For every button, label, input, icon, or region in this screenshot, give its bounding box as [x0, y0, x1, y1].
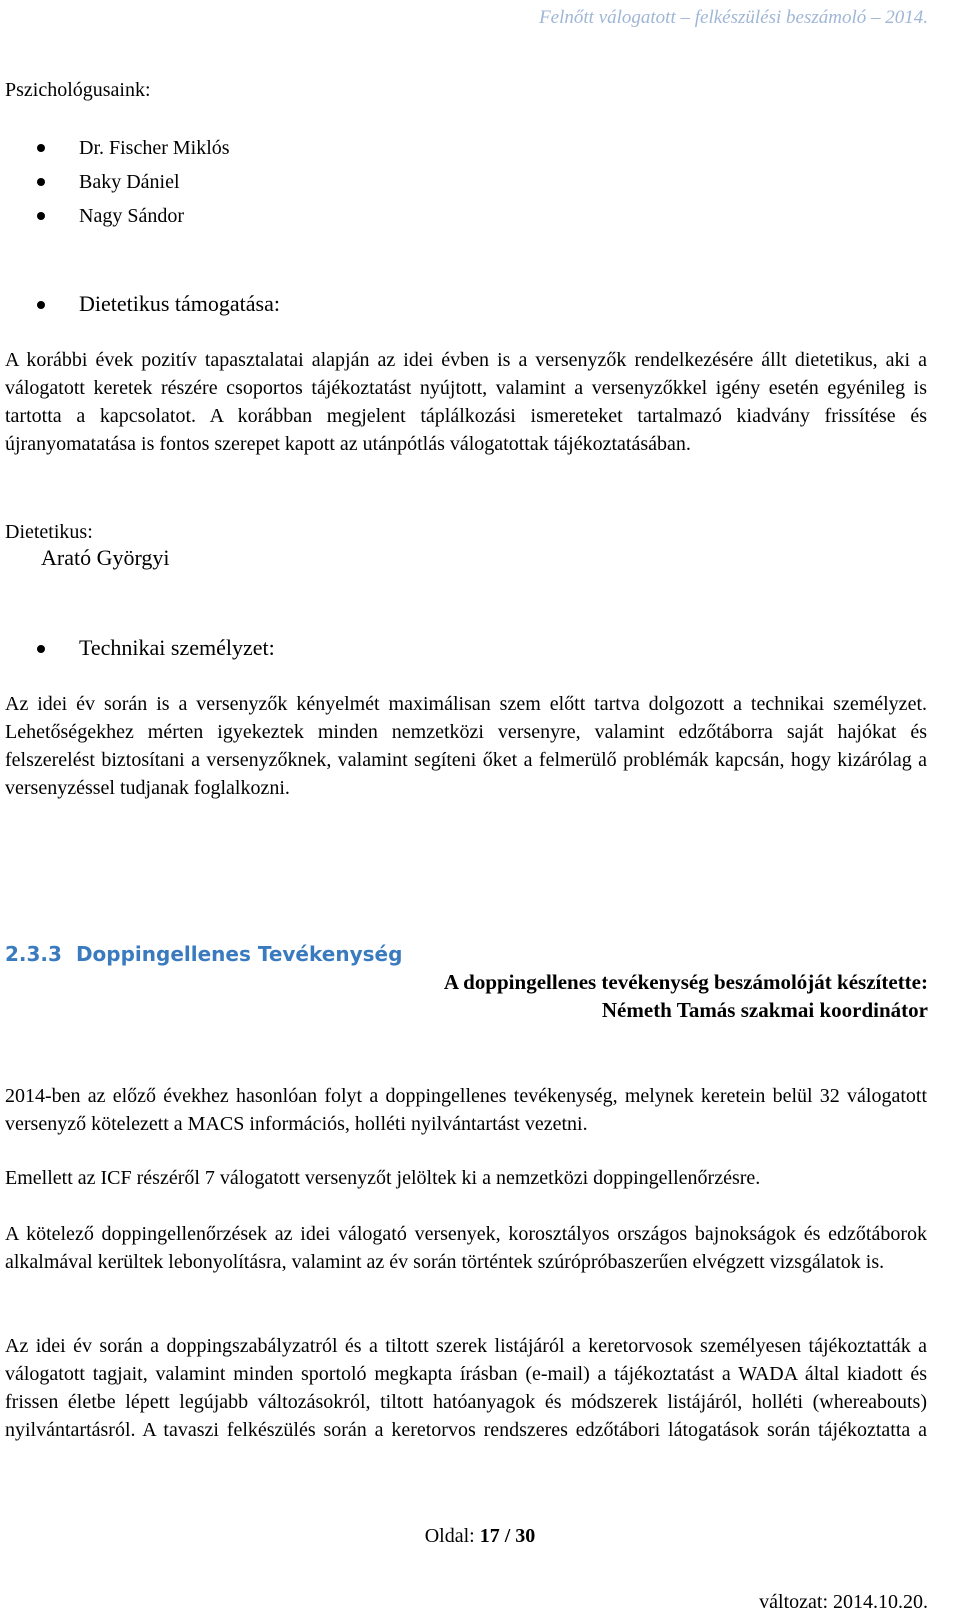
section-heading — [5, 940, 402, 968]
doping-paragraph-1: 2014-ben az előző évekhez hasonlóan folyt a doppingellenes tevékenység, melynek keretein belül 32 válogatott versenyző kötelezett a MACS információs, holléti nyilvántartást vezetni. — [5, 1085, 927, 1135]
section-number: 2.3.3 — [5, 942, 62, 966]
technical-paragraph: Az idei év során is a versenyzők kényelmét maximálisan szem előtt tartva dolgozott a technikai személyzet. Lehetőségekhez mérten igyekeztek minden nemzetközi versenyre, valamint edzőtáborra saját hajókat és felszerelést biztosítani a versenyzőknek, valamint segíteni őket a felmerülő problémák kapcsán, hogy kizárólag a versenyzéssel tudjanak foglalkozni. — [5, 693, 927, 799]
psychologist-name: Dr. Fischer Miklós — [79, 137, 230, 159]
dietetics-heading: Dietetikus támogatása: — [79, 291, 280, 316]
bullet-icon — [37, 178, 45, 186]
author-line-2: Németh Tamás szakmai koordinátor — [601, 998, 928, 1022]
bullet-icon — [37, 301, 45, 309]
doping-paragraph-4: Az idei év során a doppingszabályzatról és a tiltott szerek listájáról a keretorvosok személyesen tájékoztatták a válogatott tagjait, valamint minden sportoló megkapta írásban (e-mail) a tájékoztatást a WADA által kiadott és frissen életbe lépett legújabb változásokról, tiltott hatóanyagok és módszerek listájáról, holléti (whereabouts) nyilvántartásról. A tavaszi felkészülés során a keretorvos rendszeres edzőtábori látogatások során tájékoztatta a — [5, 1335, 927, 1441]
dietetics-paragraph: A korábbi évek pozitív tapasztalatai alapján az idei évben is a versenyzők rendelkezésére állt dietetikus, aki a válogatott keretek részére csoportos tájékoztatást nyújtott, valamint a versenyzőkkel igény esetén egyénileg is tartotta a kapcsolatot. A korábban megjelent táplálkozási ismereteket tartalmazó kiadvány frissítése és újranyomatatása is fontos szerepet kapott az utánpótlás válogatottak tájékoztatásában. — [5, 349, 927, 455]
section-title: Doppingellenes Tevékenység — [75, 942, 403, 966]
doping-paragraph-2: Emellett az ICF részéről 7 válogatott versenyzőt jelöltek ki a nemzetközi doppingellenőrzésre. — [5, 1167, 761, 1189]
psychologist-name: Baky Dániel — [79, 171, 180, 193]
doping-paragraph-3: A kötelező doppingellenőrzések az idei válogató versenyek, korosztályos országos bajnokságok és edzőtáborok alkalmával kerültek lebonyolításra, valamint az év során történtek szúrópróbaszerűen elvégzett vizsgálatok is. — [5, 1223, 927, 1273]
version-label: változat: 2014.10.20. — [759, 1591, 928, 1613]
page-count: 17 / 30 — [479, 1525, 536, 1547]
psychologist-name: Nagy Sándor — [79, 205, 184, 227]
page-label: Oldal: — [424, 1525, 480, 1547]
bullet-icon — [37, 212, 45, 220]
dietetician-label: Dietetikus: — [5, 521, 93, 543]
dietetician-name: Arató Györgyi — [41, 545, 170, 570]
technical-heading: Technikai személyzet: — [79, 635, 275, 660]
psychologists-label: Pszichológusaink: — [5, 79, 151, 101]
author-line-1: A doppingellenes tevékenység beszámolóját készítette: — [443, 970, 928, 994]
bullet-icon — [37, 645, 45, 653]
page-number — [0, 1522, 960, 1550]
document-header: Felnőtt válogatott – felkészülési beszámoló – 2014. — [539, 7, 928, 28]
bullet-icon — [37, 144, 45, 152]
